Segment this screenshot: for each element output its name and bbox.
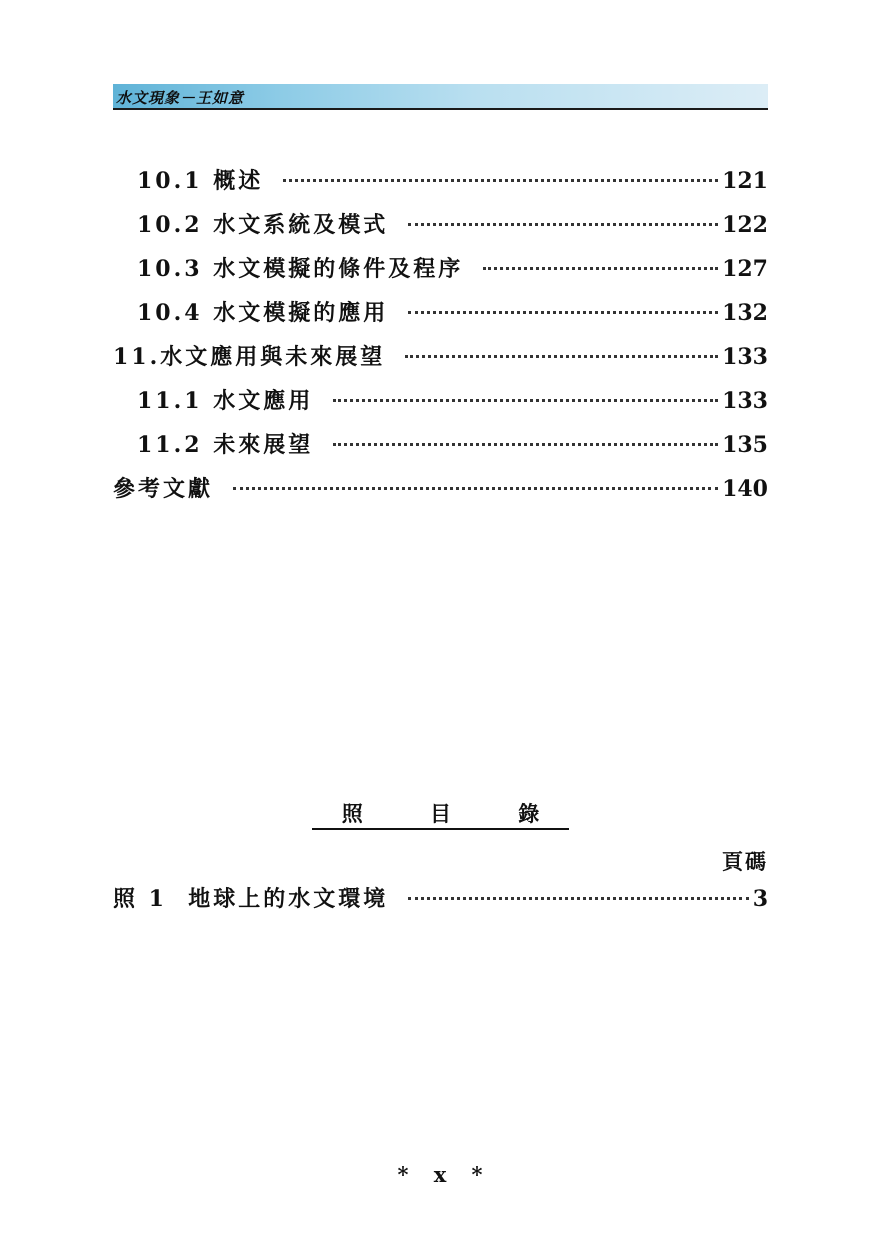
toc-leader-dots [408, 311, 718, 314]
toc-entry-page: 133 [722, 388, 768, 414]
table-of-contents [113, 164, 768, 516]
toc-entry-page: 122 [722, 212, 768, 238]
toc-entry-page: 133 [722, 344, 768, 370]
photo-leader-dots [408, 897, 748, 900]
toc-entry-label: 11.1 水文應用 [137, 388, 314, 414]
toc-entry[interactable] [113, 208, 768, 252]
page-column-label: 頁碼 [722, 849, 768, 874]
toc-leader-dots [333, 399, 718, 402]
toc-entry[interactable] [113, 472, 768, 516]
photo-index-title: 照 目 錄 [312, 800, 570, 830]
toc-entry[interactable] [113, 340, 768, 384]
photo-index-list [113, 882, 768, 926]
photo-entry-page: 3 [752, 886, 768, 912]
toc-leader-dots [233, 487, 718, 490]
toc-entry[interactable] [113, 428, 768, 472]
toc-entry-label: 11.水文應用與未來展望 [113, 344, 386, 370]
toc-entry-label: 11.2 未來展望 [137, 432, 314, 458]
photo-index-entry[interactable] [113, 882, 768, 926]
toc-leader-dots [283, 179, 718, 182]
toc-entry-label: 10.2 水文系統及模式 [137, 212, 389, 238]
toc-entry[interactable] [113, 296, 768, 340]
toc-entry-page: 140 [722, 476, 768, 502]
toc-leader-dots [333, 443, 718, 446]
photo-entry-label: 照 1 地球上的水文環境 [113, 886, 389, 912]
toc-entry[interactable] [113, 164, 768, 208]
toc-entry-page: 127 [722, 256, 768, 282]
toc-entry-label: 10.4 水文模擬的應用 [137, 300, 389, 326]
toc-leader-dots [483, 267, 718, 270]
toc-leader-dots [408, 223, 718, 226]
toc-entry-page: 121 [722, 168, 768, 194]
photo-index-heading [113, 800, 768, 830]
running-header [113, 84, 768, 110]
page-footer-marker: * x * [397, 1162, 483, 1187]
toc-leader-dots [405, 355, 718, 358]
toc-entry-label: 10.3 水文模擬的條件及程序 [137, 256, 464, 282]
toc-entry-page: 135 [722, 432, 768, 458]
toc-entry-label: 參考文獻 [113, 476, 214, 502]
toc-entry-page: 132 [722, 300, 768, 326]
toc-entry-label: 10.1 概述 [137, 168, 264, 194]
toc-entry[interactable] [113, 384, 768, 428]
toc-entry[interactable] [113, 252, 768, 296]
running-header-title: 水文現象－王如意 [116, 89, 245, 107]
